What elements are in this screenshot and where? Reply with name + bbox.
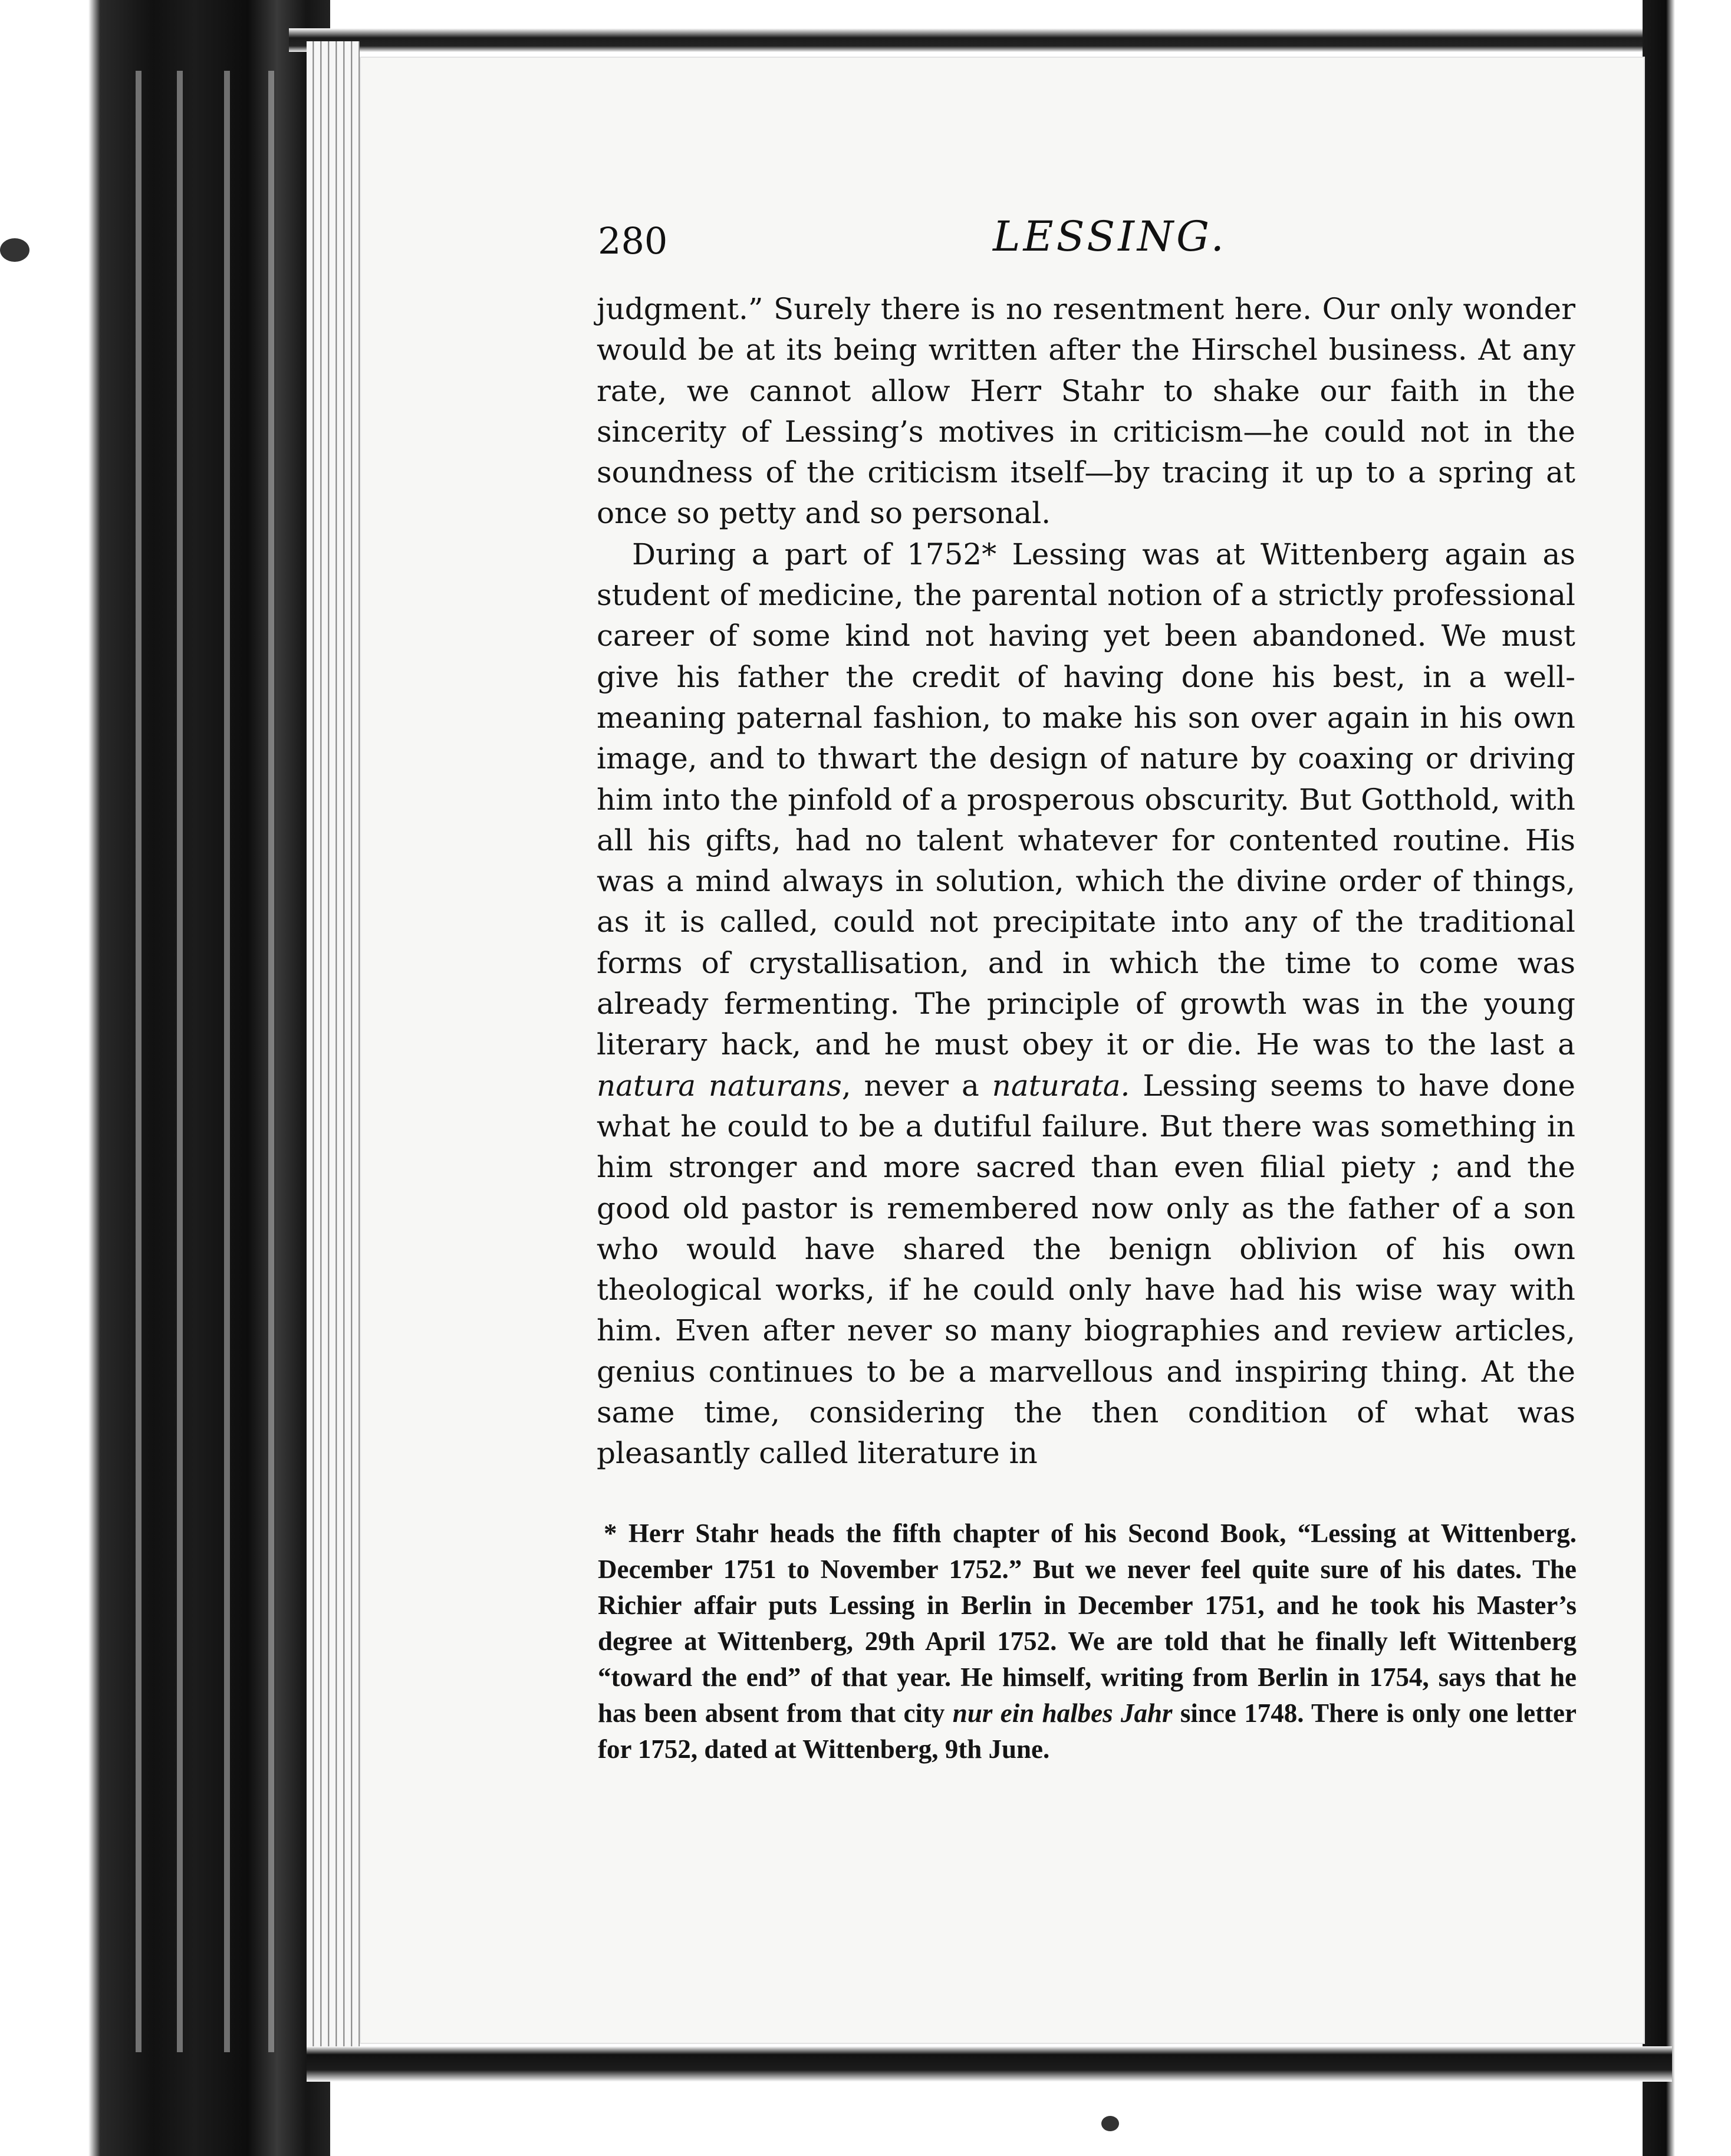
paragraph-text: During a part of 1752* Lessing was at Wittenberg again as student of medicine, the parental notion of a strictly professional career of some kind not having yet been abandoned. We must give his father the credit of having done his best, in a well-meaning paternal fashion, to make his son over again in his own image, and to thwart the design of nature by coaxing or driving him into the pinfold of a prosperous obscurity. But Gotthold, with all his gifts, had no talent whatever for contented routine. His was a mind always in solution, which the divine order of things, as it is called, could not precipitate into any of the traditional forms of crystallisation, and in which the time to come was already fermenting. The principle of growth was in the young literary hack, and he must obey it or die. He was to the last a <box>597 537 1575 1062</box>
gutter-streak <box>224 71 230 2052</box>
footnote-text-part: since 1748. There is only one letter for 1752, dated at Wittenberg, 9th June. <box>598 1698 1577 1764</box>
gutter-streak <box>136 71 141 2052</box>
gutter-streak <box>268 71 274 2052</box>
italic-phrase: naturata. <box>992 1068 1130 1103</box>
bottom-page-edge <box>307 2046 1672 2082</box>
top-page-edge <box>289 28 1672 52</box>
stacked-page-edges <box>307 41 360 2064</box>
scan-smudge <box>0 238 29 262</box>
body-text <box>597 289 1575 1474</box>
running-head: LESSING. <box>993 212 1227 261</box>
page-header <box>598 212 1577 265</box>
gutter-streak <box>177 71 183 2052</box>
italic-phrase: natura naturans <box>597 1068 842 1103</box>
book-gutter <box>0 0 330 2156</box>
footnote <box>598 1516 1577 1767</box>
paragraph-text: Lessing seems to have done what he could to be a dutiful failure. But there was something in him stronger and more sacred than even filial piety ; and the good old pastor is remembered now only as the father of a son who would have shared the benign oblivion of his own theological works, if he could only have had his wise way with him. Even after never so many biographies and review articles, genius continues to be a marvellous and inspiring thing. At the same time, considering the then condition of what was pleasantly called literature in <box>597 1068 1575 1471</box>
footnote-text-part: * Herr Stahr heads the fifth chapter of his Second Book, “Lessing at Wittenberg. December 1751 to November 1752.” But we never feel quite sure of his dates. The Richier affair puts Lessing in Berlin in December 1751, and he took his Master’s degree at Wittenberg, 29th April 1752. We are told that he finally left Wittenberg “toward the end” of that year. He himself, writing from Berlin in 1754, says that he has been absent from that city <box>598 1519 1577 1728</box>
page-number: 280 <box>598 219 668 262</box>
italic-phrase: nur ein halbes Jahr <box>952 1698 1173 1728</box>
paragraph: judgment.” Surely there is no resentment here. Our only wonder would be at its being written after the Hirschel business. At any rate, we cannot allow Herr Stahr to shake our faith in the sincerity of Lessing’s motives in criticism—he could not in the soundness of the criticism itself—by tracing it up to a spring at once so petty and so personal. <box>597 292 1575 531</box>
right-page-edge <box>1643 0 1731 2156</box>
paragraph-text: , never a <box>841 1068 992 1103</box>
footnote-text <box>598 1516 1577 1767</box>
scan-smudge <box>1101 2116 1119 2131</box>
paragraph <box>597 534 1575 1474</box>
